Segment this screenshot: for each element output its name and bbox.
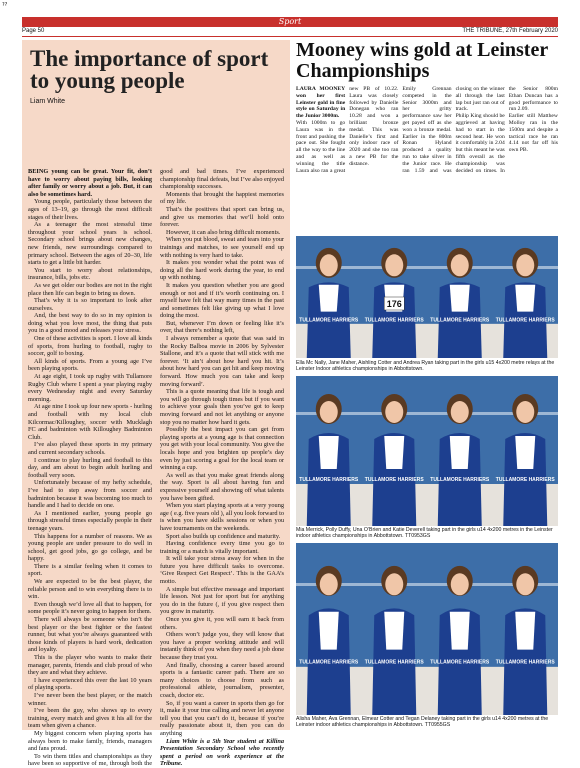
article-paragraph: I continue to play hurling and football to this day, and am about to begin adult hurling and football very soon. bbox=[28, 456, 152, 479]
article-paragraph: You start to worry about relationships, insurance, bills, jobs etc. bbox=[28, 266, 152, 282]
section-banner bbox=[22, 17, 558, 27]
kit-text: TULLAMORE HARRIERS bbox=[495, 477, 555, 483]
opinion-article bbox=[22, 40, 290, 768]
article-paragraph: As a teenager the most stressful time throughout your school years is school. Secondary school brings about new changes, new friends, new surroundings compared to primary school. Between the ages of 20–30, life starts to get a little bit harder. bbox=[28, 221, 152, 267]
article-headline: The importance of sport to young people bbox=[30, 46, 269, 93]
newspaper-dateline: THE TRIBUNE, 27th February 2020 bbox=[462, 28, 558, 34]
article-paragraph: Young people, particularly those between the ages of 13–19, go through the most difficult stages of their lives. bbox=[28, 198, 152, 221]
kit-text: TULLAMORE HARRIERS bbox=[430, 477, 490, 483]
team-photo-3 bbox=[296, 543, 558, 715]
photo-caption-2: Mia Merrick, Polly Duffy, Una O’Brien and Katie Deverell taking part in the girls u14 4x200 metres in the Leinster indoor athletics championships in Abbottstown. TT0953GS bbox=[296, 527, 553, 539]
article-paragraph: Having confidence every time you go to training or a match is vitally important. bbox=[160, 540, 284, 555]
article-paragraph: Moments that brought the happiest memories of my life. bbox=[160, 190, 284, 206]
article-paragraph: Sport also builds up confidence and maturity. bbox=[166, 532, 281, 540]
article-paragraph: It will take your stress away for when in the future you have difficult tasks to overcome. ‘Give Respect Get Respect’. This is the GAA’s motto. bbox=[160, 555, 284, 586]
article-paragraph: Emily Grennan competed in the Senior 3000m and her gritty performance saw her get payed off as she won a bronze medal. Earlier in the 800m Ronan Hyland produced a quality run to take silver in the Junior race. He ran 1.59 and was closing on the winner all through the last lap but just ran out of track. bbox=[402, 86, 505, 174]
article-headline: Mooney wins gold at Leinster Championships bbox=[296, 39, 548, 82]
page-number: Page 50 bbox=[22, 28, 45, 34]
article-body bbox=[28, 168, 284, 768]
kit-text: TULLAMORE HARRIERS bbox=[495, 317, 555, 324]
article-paragraph: I’ve been the guy, who shows up to every training, every match and gives it his all for the team when given a chance. bbox=[28, 707, 152, 730]
article-byline: Liam White bbox=[30, 98, 66, 105]
article-paragraph: BEING young can be great. Your fit, don’t have to worry about paying bills, looking after family or worry about a job. But, it can also be sometimes hard. bbox=[28, 168, 152, 198]
article-paragraph: There will always be someone who isn’t the best player or the best fighter or the fastest runner, but what you’re always guaranteed with those kinds of players is hard work, dedication and loyalty. bbox=[28, 616, 152, 654]
article-paragraph: As well as that you make great friends along the way. Sport is all about having fun and expressive yourself and showing off what talents you have been gifted. bbox=[160, 471, 284, 502]
team-photo-1 bbox=[296, 236, 558, 358]
photo-caption-1: Ella Mc Nally, Jane Maher, Aishling Cotter and Andrea Ryan taking part in the girls u15 4x200 metre relays at the Leinster Indoor athletics championships in Abbottstown. bbox=[296, 360, 555, 372]
article-paragraph: Even though we’d love all that to happen, for some people it’s never going to happen for them. bbox=[28, 600, 152, 616]
article-paragraph: All kinds of sports. From a young age I’ve been playing sports. bbox=[28, 357, 152, 373]
kit-text: TULLAMORE HARRIERS bbox=[495, 659, 555, 666]
article-paragraph: This happens for a number of reasons. We as young people are under pressure to do well in school, get good jobs, go go college, and be happy. bbox=[28, 532, 152, 563]
article-paragraph: Others won’t judge you, they will know that you have a proper working attitude and will instantly think of you when they need a job done because they trust you. bbox=[160, 631, 284, 661]
article-paragraph: Unfortunately because of my hefty schedule, I’ve had to step away from soccer and badminton because it was becoming too much to handle and I had to decide on one. bbox=[28, 479, 152, 510]
article-paragraph: At age nine I took up four new sports - hurling and football with my local club Kilcormac/Killoughey, soccer with Mucklagh FC and badminton with Killoughey Badminton Club. bbox=[28, 403, 152, 441]
article-paragraph: When you start playing sports at a very young age ( e.g. five years old ), all you look forward to is when you have skills sessions or when you have tournaments on the weekends. bbox=[160, 502, 284, 532]
article-paragraph: That’s why it is so important to look after ourselves. bbox=[28, 297, 152, 312]
article-paragraph: It makes you question whether you are good enough or not and if it’s worth continuing on. I myself have felt that way many times in the past and sometimes felt like giving up what I love doing the most. bbox=[160, 281, 284, 320]
team-photo-2 bbox=[296, 376, 558, 526]
athletes-photo bbox=[296, 543, 558, 715]
section-label: Sport bbox=[278, 17, 302, 26]
kit-text: TULLAMORE HARRIERS bbox=[299, 659, 359, 666]
article-paragraph: Liam White is a 5th Year student at Killina Presentation Secondary School who recently spent a period on work experience at the Tribune. bbox=[160, 737, 284, 768]
page-corner-mark: ?? bbox=[2, 2, 8, 8]
kit-text: TULLAMORE HARRIERS bbox=[430, 659, 490, 666]
article-paragraph: I always remember a quote that was said in the Rocky Balboa movie in 2006 by Sylvester Stallone, and it’s a quote that will stick with me forever. ‘It ain’t about how hard you hit. It’s about how hard you can get hit and keep moving forward. How much you can take and keep moving forward’. bbox=[160, 335, 284, 388]
article-paragraph: So, if you want a career in sports then go for it, make it your true calling and never let anyone tell you that you can’t do it, because if you’re really passionate about it, then you can do anything bbox=[160, 699, 284, 737]
article-paragraph: I’ve never been the best player, or the match winner. bbox=[28, 691, 152, 707]
article-paragraph: Philip King should be aggrieved at having had to start in the second heat. He won it comfortably in 2.04 but this meant he was fifth overall as the championship was decided on times. In the Senior 800m Ethan Duncan has a good performance to run 2.09. bbox=[455, 86, 558, 174]
article-paragraph: Once you give it, you will earn it back from others. bbox=[160, 616, 284, 631]
article-paragraph: And finally, choosing a career based around sports is a fantastic career path. There are so many choices to choose from such as professional athlete, journalism, presenter, coach, doctor etc. bbox=[160, 661, 284, 699]
article-paragraph: I’ve also played these sports in my primary and current secondary schools. bbox=[28, 441, 152, 456]
article-paragraph: Possibly the best impact you can get from playing sports at a young age is that connection you get with your local community. You give the locals hope and you brighten up people’s day even by just scoring a goal for the local team or winning a cup. bbox=[160, 426, 284, 472]
article-paragraph: When you put blood, sweat and tears into your trainings and matches, to see yourself end up with nothing is very hard to take. bbox=[160, 236, 284, 259]
article-paragraph: As we get older our bodies are not in the right place then life can begin to bring us down. bbox=[28, 281, 152, 297]
photo-caption-3: Alisha Maher, Ava Grennan, Elmear Cotter and Tegan Delaney taking part in the girls u14 4x200 metres at the Leinster indoor athletics championships in Abbottstown. TT0955GS bbox=[296, 716, 549, 728]
kit-text: TULLAMORE HARRIERS bbox=[299, 317, 359, 324]
article-paragraph: And, the best way to do so in my opinion is doing what you love most, the thing that puts you in a good mood and releases your stress. bbox=[28, 312, 152, 335]
kit-text: TULLAMORE HARRIERS bbox=[364, 659, 424, 666]
kit-text: TULLAMORE HARRIERS bbox=[364, 477, 424, 483]
article-paragraph: LAURA MOONEY won her first Leinster gold in fine style on Saturday in the Junior 3000m. bbox=[296, 86, 346, 120]
article-paragraph: One of these activities is sport. I love all kinds of sports, from hurling to football, rugby to soccer, golf to boxing. bbox=[28, 335, 152, 358]
race-bib-number: 176 bbox=[386, 299, 402, 309]
article-paragraph: At age eight, I took up rugby with Tullamore Rugby Club where I spent a year playing rugby every Wednesday night and every Saturday morning. bbox=[28, 373, 152, 403]
news-article bbox=[296, 40, 558, 730]
header-rule bbox=[22, 36, 558, 37]
article-paragraph: This is a quote meaning that life is tough and you will go through tough times but if you want to achieve your goals then you’ve got to keep moving forward and not let anything or anyone stop you no matter how hard it gets. bbox=[160, 388, 284, 426]
article-paragraph: However, it can also bring difficult moments. bbox=[166, 228, 281, 236]
kit-text: TULLAMORE HARRIERS bbox=[430, 317, 490, 324]
article-paragraph: Earlier still Matthew Molloy ran in the 1500m and despite a tactical race he ran 4.14 not far off his own PB. bbox=[508, 113, 558, 154]
article-paragraph: It makes you wonder what the point was of doing all the hard work during the year, to end up with nothing. bbox=[160, 259, 284, 282]
article-paragraph: We are expected to be the best player, the reliable person and to win everything there is to win. bbox=[28, 578, 152, 601]
article-paragraph: There is a similar feeling when it comes to sport. bbox=[28, 562, 152, 578]
article-paragraph: To win them titles and championships as they have been so supportive of me, through both the good and bad times. I’ve experienced championship final defeats, but I’ve also enjoyed championship successes. bbox=[28, 168, 284, 768]
athletes-photo bbox=[296, 376, 558, 526]
article-paragraph: As I mentioned earlier, young people go through stressful times especially people in their teenage years. bbox=[28, 509, 152, 532]
article-paragraph: My biggest concern when playing sports has always been to make family, friends, managers and fans proud. bbox=[28, 729, 152, 753]
article-paragraph: With 1000m to go Laura was in the front and pushing the pace out. She fought all the way to the line and as well as winning the title Laura also ran a great new PB of 10.22. Laura was closely followed by Danielle Donegan who ran 10.28 and won a brilliant bronze medal. This was Danielle’s first and only indoor race of 2020 and she too ran a new PB for the distance. bbox=[296, 86, 399, 174]
article-paragraph: That’s the positives that sport can bring us, and give us memories that we’ll hold onto forever. bbox=[160, 205, 284, 229]
article-paragraph: But, whenever I’m down or feeling like it’s over, that there’s nothing left, bbox=[160, 319, 284, 335]
article-paragraph: I have experienced this over the last 10 years of playing sports. bbox=[28, 676, 152, 692]
kit-text: TULLAMORE HARRIERS bbox=[364, 317, 424, 324]
kit-text: TULLAMORE HARRIERS bbox=[299, 477, 359, 483]
athletes-photo bbox=[296, 236, 558, 358]
article-body bbox=[296, 86, 558, 236]
article-paragraph: This is the player who wants to make their manager, parents, friends and club proud of who they are and what they achieve. bbox=[28, 654, 152, 677]
article-paragraph: A simple but effective message and important life lesson. Not just for sport but for anything you do in the future (, if you give respect then you grow in maturity. bbox=[160, 585, 284, 616]
